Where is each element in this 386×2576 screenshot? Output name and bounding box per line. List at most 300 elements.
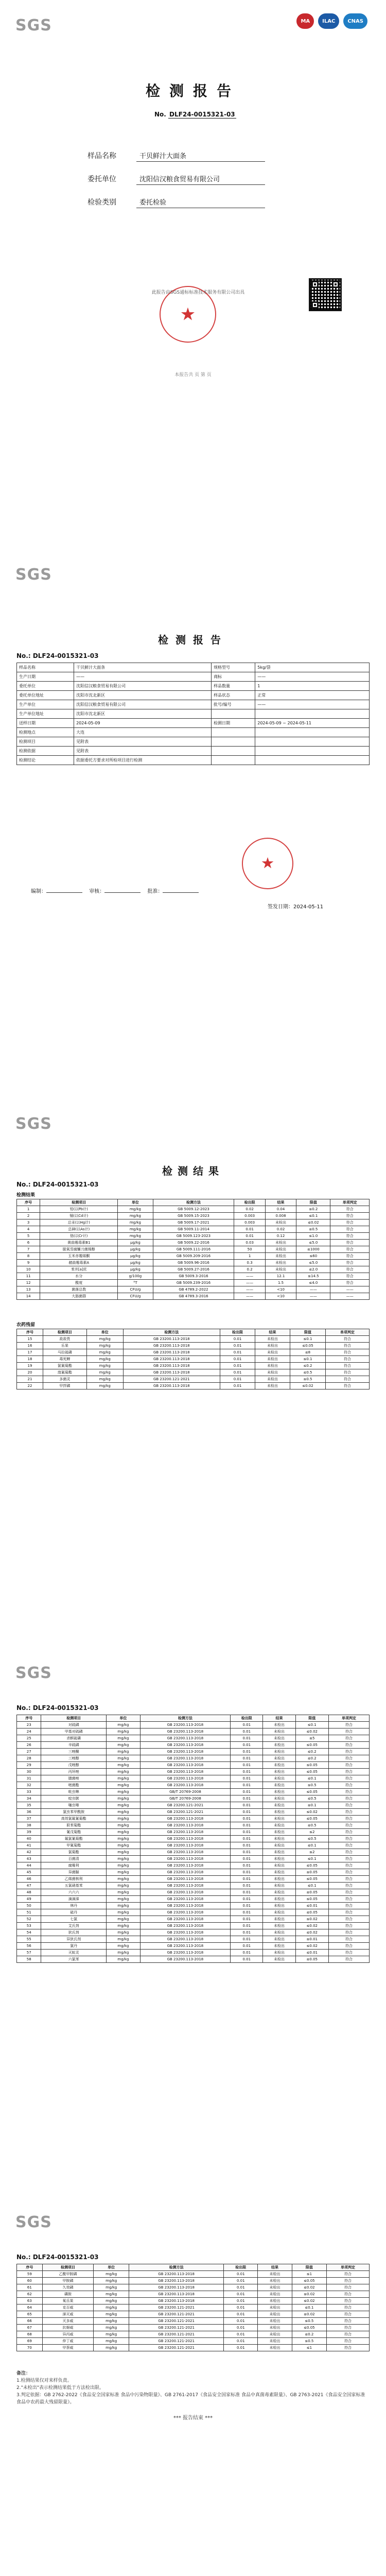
table-cell: ≤0.1 — [290, 1356, 325, 1363]
table-cell: 0.01 — [231, 1943, 263, 1950]
table-cell: 55 — [17, 1936, 41, 1943]
table-cell: mg/kg — [106, 1862, 140, 1869]
table-row — [17, 1836, 370, 1842]
table-cell: ≤0.5 — [292, 2318, 326, 2325]
table-cell: 45 — [17, 1869, 41, 1876]
table-row — [17, 1349, 370, 1356]
table-cell: 0.01 — [231, 1869, 263, 1876]
table-cell — [212, 737, 255, 747]
table-cell: 沈阳市沈北新区 — [74, 691, 212, 700]
table-cell: 未检出 — [263, 1755, 295, 1762]
table-cell: ≤1000 — [296, 1246, 330, 1253]
results-table — [16, 2264, 370, 2351]
table-cell: 1 — [255, 682, 370, 691]
table-cell: 符合 — [328, 1769, 369, 1775]
table-cell: 0.01 — [231, 1916, 263, 1923]
column-header: 检出限 — [220, 1329, 255, 1336]
report-page-results-2 — [0, 1648, 386, 2197]
table-cell: g/100g — [118, 1273, 153, 1280]
table-cell: 甲氰菊酯 — [41, 1842, 107, 1849]
table-cell: 21 — [17, 1376, 43, 1383]
table-cell: 符合 — [328, 1916, 369, 1923]
table-cell: 0.01 — [220, 1383, 255, 1389]
table-cell: 未检出 — [258, 2345, 292, 2351]
table-cell: 批号/编号 — [212, 700, 255, 709]
table-cell: 氯丹 — [41, 1943, 107, 1950]
table-cell: 甲基对硫磷 — [41, 1728, 107, 1735]
table-cell: 0.01 — [231, 1802, 263, 1809]
table-cell: 克百威 — [42, 2304, 93, 2311]
table-cell: mg/kg — [106, 1762, 140, 1769]
table-cell: 35 — [17, 1802, 41, 1809]
table-cell: ≤0.02 — [292, 2311, 326, 2318]
column-header: 结果 — [258, 2264, 292, 2271]
table-cell: 样品名称 — [17, 663, 74, 672]
table-cell: 未检出 — [263, 1889, 295, 1896]
table-cell: <10 — [265, 1293, 296, 1300]
residue-label: 农药残留 — [16, 1323, 36, 1328]
table-cell: GB 23200.121-2021 — [129, 2345, 224, 2351]
report-title: 检测报告 — [145, 82, 240, 99]
table-cell: 高效氯氟氰菊酯 — [41, 1816, 107, 1822]
section-label: 检测结果 — [16, 1193, 36, 1198]
table-cell: 12.1 — [265, 1273, 296, 1280]
table-row — [17, 663, 370, 672]
table-cell: 未检出 — [258, 2298, 292, 2304]
table-cell: 9 — [17, 1260, 40, 1266]
table-cell: GB 5009.22-2016 — [153, 1240, 234, 1246]
table-cell: 啶虫脒 — [41, 1795, 107, 1802]
column-header: 检测项目 — [42, 2264, 93, 2271]
field-sample-name: 样品名称 干贝鲜汁大面条 — [87, 149, 265, 162]
table-cell: ≤0.2 — [295, 1749, 328, 1755]
table-cell: GB 5009.27-2016 — [153, 1266, 234, 1273]
table-cell: ≤0.05 — [295, 1896, 328, 1903]
table-row — [17, 1742, 370, 1749]
table-cell: ≤5.0 — [296, 1260, 330, 1266]
table-cell: 林丹 — [41, 1903, 107, 1909]
table-cell: GB 23200.113-2018 — [129, 2278, 224, 2284]
table-cell: 见附表 — [74, 747, 212, 756]
table-cell: GB 5009.96-2016 — [153, 1260, 234, 1266]
table-cell: ≤0.1 — [295, 1775, 328, 1782]
table-cell: 未检出 — [255, 1383, 290, 1389]
table-row — [17, 1789, 370, 1795]
remarks-label: 备注： — [16, 2371, 31, 2376]
results-table — [16, 1199, 370, 1300]
table-cell: ≤0.05 — [295, 1869, 328, 1876]
table-row — [17, 700, 370, 709]
table-cell: 异狄氏剂 — [41, 1936, 107, 1943]
table-cell: GB 23200.113-2018 — [140, 1889, 230, 1896]
table-cell: mg/kg — [106, 1789, 140, 1795]
table-row — [17, 1809, 370, 1816]
table-cell: 0.01 — [231, 1782, 263, 1789]
table-cell: GB 5009.239-2016 — [153, 1280, 234, 1286]
table-cell: 沈阳信汉粮食贸易有限公司 — [74, 700, 212, 709]
table-cell: GB 23200.113-2018 — [140, 1849, 230, 1856]
table-cell: 符合 — [328, 1829, 369, 1836]
table-cell: 0.04 — [265, 1206, 296, 1213]
table-cell: 玉米赤霉烯酮 — [40, 1253, 118, 1260]
table-cell: 符合 — [327, 2278, 370, 2284]
table-cell: 符合 — [326, 1356, 370, 1363]
table-row — [17, 1943, 370, 1950]
table-cell: 符合 — [330, 1206, 370, 1213]
column-header: 单位 — [94, 2264, 129, 2271]
table-cell: 0.01 — [224, 2271, 258, 2278]
table-cell: 生产日期 — [17, 672, 74, 682]
table-row — [17, 2331, 370, 2338]
table-cell: 符合 — [326, 1369, 370, 1376]
table-cell: 符合 — [328, 1950, 369, 1956]
table-cell: 56 — [17, 1943, 41, 1950]
table-row — [17, 1273, 370, 1280]
table-cell: 未检出 — [263, 1742, 295, 1749]
table-cell: ≤0.5 — [295, 1822, 328, 1829]
table-cell: 44 — [17, 1862, 41, 1869]
table-cell: 46 — [17, 1876, 41, 1883]
table-cell: 六六六 — [41, 1889, 107, 1896]
table-cell: 符合 — [328, 1728, 369, 1735]
table-cell: 符合 — [328, 1809, 369, 1816]
table-row — [17, 1795, 370, 1802]
table-cell: 符合 — [328, 1802, 369, 1809]
table-cell: ≤0.05 — [295, 1742, 328, 1749]
table-cell: 抗蚜威 — [42, 2325, 93, 2331]
table-cell: 异菌脲 — [41, 1869, 107, 1876]
table-cell: 腈菌唑 — [41, 1775, 107, 1782]
table-cell: 2 — [17, 1213, 40, 1219]
table-cell: 检测日期 — [212, 719, 255, 728]
table-cell: 0.03 — [234, 1240, 265, 1246]
column-header: 单位 — [106, 1715, 140, 1722]
table-row — [17, 691, 370, 700]
table-cell — [255, 737, 370, 747]
table-cell — [255, 756, 370, 765]
table-cell — [212, 747, 255, 756]
table-cell: 2024-05-09 ~ 2024-05-11 — [255, 719, 370, 728]
table-cell: GB 23200.113-2018 — [140, 1943, 230, 1950]
table-cell: ≤0.02 — [292, 2284, 326, 2291]
table-cell: —— — [296, 1293, 330, 1300]
table-row — [17, 1343, 370, 1349]
column-header: 检测项目 — [41, 1715, 107, 1722]
table-cell: 未检出 — [263, 1809, 295, 1816]
table-cell: GB 23200.113-2018 — [140, 1762, 230, 1769]
table-cell: 69 — [17, 2338, 43, 2345]
table-cell: 0.01 — [231, 1816, 263, 1822]
table-cell: GB 23200.113-2018 — [123, 1349, 220, 1356]
column-header: 限值 — [292, 2264, 326, 2271]
table-row — [17, 1950, 370, 1956]
table-cell: 0.01 — [224, 2318, 258, 2325]
column-header: 结果 — [263, 1715, 295, 1722]
table-cell: ≤0.1 — [296, 1213, 330, 1219]
cert-logos — [296, 13, 367, 29]
table-row — [17, 1376, 370, 1383]
table-cell: 七氯 — [41, 1916, 107, 1923]
table-cell: 符合 — [327, 2325, 370, 2331]
table-cell: 酸度 — [40, 1280, 118, 1286]
table-cell: 符合 — [328, 1889, 369, 1896]
table-cell: 未检出 — [263, 1849, 295, 1856]
table-cell: mg/kg — [106, 1816, 140, 1822]
table-cell: 0.01 — [231, 1909, 263, 1916]
table-row — [17, 2311, 370, 2318]
table-row — [17, 1889, 370, 1896]
table-cell: 50 — [234, 1246, 265, 1253]
table-cell: mg/kg — [106, 1869, 140, 1876]
table-cell: 0.01 — [234, 1233, 265, 1240]
table-cell: 符合 — [330, 1240, 370, 1246]
table-cell: 检测结论 — [17, 756, 74, 765]
table-cell: GB 23200.113-2018 — [129, 2284, 224, 2291]
table-cell: 杀螟硫磷 — [41, 1735, 107, 1742]
table-cell: ≤0.05 — [292, 2325, 326, 2331]
table-cell: mg/kg — [86, 1383, 123, 1389]
table-cell: 63 — [17, 2298, 43, 2304]
table-cell: GB 23200.113-2018 — [140, 1856, 230, 1862]
table-cell: 氯虫苯甲酰胺 — [41, 1809, 107, 1816]
table-cell: —— — [255, 672, 370, 682]
table-cell: 符合 — [330, 1260, 370, 1266]
table-cell: 百菌清 — [41, 1856, 107, 1862]
table-cell: 37 — [17, 1816, 41, 1822]
table-cell: 未检出 — [265, 1266, 296, 1273]
column-header: 限值 — [295, 1715, 328, 1722]
table-cell: 未检出 — [258, 2271, 292, 2278]
table-cell: 乐果 — [43, 1343, 86, 1349]
table-row — [17, 737, 370, 747]
table-cell: mg/kg — [94, 2311, 129, 2318]
table-cell: 7 — [17, 1246, 40, 1253]
table-cell: 符合 — [328, 1795, 369, 1802]
table-cell: mg/kg — [106, 1849, 140, 1856]
table-cell: ≤0.5 — [295, 1782, 328, 1789]
table-cell: 未检出 — [263, 1896, 295, 1903]
signature-row: 编制： 审核： 批准： — [31, 887, 199, 894]
table-cell: 40 — [17, 1836, 41, 1842]
table-row — [17, 1206, 370, 1213]
table-cell — [255, 709, 370, 719]
table-cell: 未检出 — [263, 1769, 295, 1775]
table-cell: 五氯硝基苯 — [41, 1883, 107, 1889]
column-header: 单项判定 — [326, 1329, 370, 1336]
table-cell: 未检出 — [263, 1923, 295, 1929]
table-cell: 未检出 — [258, 2331, 292, 2338]
table-cell: mg/kg — [106, 1829, 140, 1836]
remark-3: 3.判定依据：GB 2762-2022《食品安全国家标准 食品中污染物限量》、GB 2761-2017《食品安全国家标准 食品中真菌毒素限量》、GB 2763-2021《食品安全国家标准 食品中农药最大残留限量》。 — [16, 2393, 365, 2405]
table-cell: 嘧菌酯 — [41, 1782, 107, 1789]
table-cell: μg/kg — [118, 1246, 153, 1253]
table-cell: mg/kg — [106, 1769, 140, 1775]
table-cell: 38 — [17, 1822, 41, 1829]
table-cell: μg/kg — [118, 1240, 153, 1246]
table-cell: 仲丁威 — [42, 2338, 93, 2345]
table-cell: GB 5009.15-2023 — [153, 1213, 234, 1219]
table-cell: 52 — [17, 1916, 41, 1923]
table-cell: ≤0.02 — [295, 1809, 328, 1816]
table-cell: 0.01 — [231, 1735, 263, 1742]
table-cell: ≤0.1 — [292, 2304, 326, 2311]
table-cell: —— — [234, 1273, 265, 1280]
table-cell: GB 23200.121-2021 — [129, 2338, 224, 2345]
table-cell: GB 23200.113-2018 — [140, 1876, 230, 1883]
table-cell: 25 — [17, 1735, 41, 1742]
table-cell: 符合 — [328, 1883, 369, 1889]
table-cell: °T — [118, 1280, 153, 1286]
table-cell: mg/kg — [106, 1795, 140, 1802]
table-cell: 生产单位 — [17, 700, 74, 709]
table-cell: 符合 — [326, 1363, 370, 1369]
table-cell: 三唑酮 — [41, 1749, 107, 1755]
table-cell: GB 23200.113-2018 — [140, 1883, 230, 1889]
table-cell: 31 — [17, 1775, 41, 1782]
table-cell: ≤5.0 — [296, 1240, 330, 1246]
table-cell: 2024-05-09 — [74, 719, 212, 728]
table-row — [17, 1842, 370, 1849]
table-cell: 噻虫嗪 — [41, 1802, 107, 1809]
table-cell: 符合 — [328, 1836, 369, 1842]
table-cell: 5kg/袋 — [255, 663, 370, 672]
table-row — [17, 1735, 370, 1742]
table-cell: ≤0.5 — [295, 1795, 328, 1802]
table-cell: mg/kg — [94, 2271, 129, 2278]
table-row — [17, 1233, 370, 1240]
table-cell: 1 — [17, 1206, 40, 1213]
table-cell: mg/kg — [106, 1755, 140, 1762]
table-cell: mg/kg — [106, 1802, 140, 1809]
table-cell: 符合 — [328, 1943, 369, 1950]
table-cell: 未检出 — [258, 2338, 292, 2345]
table-row — [17, 1802, 370, 1809]
table-cell: GB 23200.113-2018 — [140, 1735, 230, 1742]
table-cell: 符合 — [328, 1862, 369, 1869]
table-cell: 符合 — [328, 1936, 369, 1943]
table-cell: 滴滴涕 — [41, 1896, 107, 1903]
table-cell: GB 23200.113-2018 — [140, 1749, 230, 1755]
table-cell: 0.01 — [220, 1363, 255, 1369]
table-cell: 0.02 — [265, 1226, 296, 1233]
ilac-logo: ILAC — [318, 13, 339, 29]
table-cell: mg/kg — [94, 2345, 129, 2351]
table-cell: GB 5009.3-2016 — [153, 1273, 234, 1280]
table-cell: 未检出 — [263, 1956, 295, 1963]
remarks — [16, 2377, 370, 2406]
column-header: 结果 — [265, 1199, 296, 1206]
table-cell: GB 23200.113-2018 — [140, 1950, 230, 1956]
table-cell: GB 23200.121-2021 — [140, 1809, 230, 1816]
cover-note: 此报告由SGS通标标准技术服务有限公司出具 — [151, 290, 245, 295]
table-row — [17, 1929, 370, 1936]
table-cell: 符合 — [328, 1903, 369, 1909]
table-cell: 符合 — [330, 1253, 370, 1260]
table-cell: 符合 — [327, 2345, 370, 2351]
table-cell: 未检出 — [263, 1816, 295, 1822]
table-cell: 符合 — [328, 1789, 369, 1795]
table-cell: 0.01 — [224, 2311, 258, 2318]
table-cell: 铅(以Pb计) — [40, 1206, 118, 1213]
table-cell: —— — [234, 1286, 265, 1293]
table-cell: 51 — [17, 1909, 41, 1916]
table-cell: ≤0.05 — [295, 1862, 328, 1869]
table-cell: mg/kg — [94, 2304, 129, 2311]
table-cell: 11 — [17, 1273, 40, 1280]
table-cell: 0.01 — [224, 2291, 258, 2298]
table-cell: 未检出 — [255, 1343, 290, 1349]
table-cell: 14 — [17, 1293, 40, 1300]
table-cell: 总砷(以As计) — [40, 1226, 118, 1233]
table-cell: 符合 — [326, 1336, 370, 1343]
table-cell: 0.01 — [220, 1356, 255, 1363]
table-row — [17, 1755, 370, 1762]
table-row — [17, 1240, 370, 1246]
table-cell: 66 — [17, 2318, 43, 2325]
table-row — [17, 1219, 370, 1226]
table-cell: mg/kg — [106, 1735, 140, 1742]
table-cell: 0.01 — [224, 2331, 258, 2338]
table-cell — [212, 709, 255, 719]
table-cell: 腐霉利 — [41, 1862, 107, 1869]
table-cell: 多菌灵 — [43, 1376, 86, 1383]
table-cell: 符合 — [328, 1822, 369, 1829]
table-cell: 符合 — [328, 1842, 369, 1849]
table-cell: 符合 — [328, 1849, 369, 1856]
table-cell: ≤2 — [295, 1829, 328, 1836]
table-cell: GB 5009.209-2016 — [153, 1253, 234, 1260]
table-cell: 0.01 — [220, 1369, 255, 1376]
table-cell: 43 — [17, 1856, 41, 1862]
table-cell: 0.01 — [231, 1862, 263, 1869]
table-row — [17, 1896, 370, 1903]
table-row — [17, 728, 370, 737]
table-cell: 符合 — [330, 1213, 370, 1219]
table-row — [17, 2345, 370, 2351]
table-cell: 依据委托方要求对所检项目进行检测 — [74, 756, 212, 765]
table-cell: ≤1 — [292, 2271, 326, 2278]
table-cell: 检测依据 — [17, 747, 74, 756]
table-cell: mg/kg — [118, 1213, 153, 1219]
table-cell: 赭曲霉毒素A — [40, 1260, 118, 1266]
table-cell: 符合 — [327, 2298, 370, 2304]
table-cell: GB 23200.113-2018 — [140, 1782, 230, 1789]
table-cell: GB 23200.113-2018 — [140, 1722, 230, 1728]
table-cell: 符合 — [327, 2318, 370, 2325]
table-cell: mg/kg — [106, 1728, 140, 1735]
table-cell: mg/kg — [86, 1376, 123, 1383]
table-cell: 硫丹 — [41, 1909, 107, 1916]
table-cell: 0.01 — [231, 1769, 263, 1775]
table-cell: 符合 — [330, 1226, 370, 1233]
results-title: 检测结果 — [162, 1165, 224, 1177]
table-cell: 未检出 — [263, 1856, 295, 1862]
table-cell: ≤0.02 — [292, 2291, 326, 2298]
table-row — [17, 1849, 370, 1856]
column-header: 检测方法 — [123, 1329, 220, 1336]
table-cell: 57 — [17, 1950, 41, 1956]
table-cell: 符合 — [330, 1246, 370, 1253]
table-cell: 生产单位地址 — [17, 709, 74, 719]
table-cell: 0.12 — [265, 1233, 296, 1240]
table-cell: mg/kg — [86, 1349, 123, 1356]
table-cell: GB 23200.113-2018 — [140, 1896, 230, 1903]
table-cell: —— — [330, 1293, 370, 1300]
table-cell: ≤0.05 — [295, 1876, 328, 1883]
table-cell: GB 23200.113-2018 — [140, 1929, 230, 1936]
table-cell: 符合 — [328, 1755, 369, 1762]
column-header: 单位 — [118, 1199, 153, 1206]
